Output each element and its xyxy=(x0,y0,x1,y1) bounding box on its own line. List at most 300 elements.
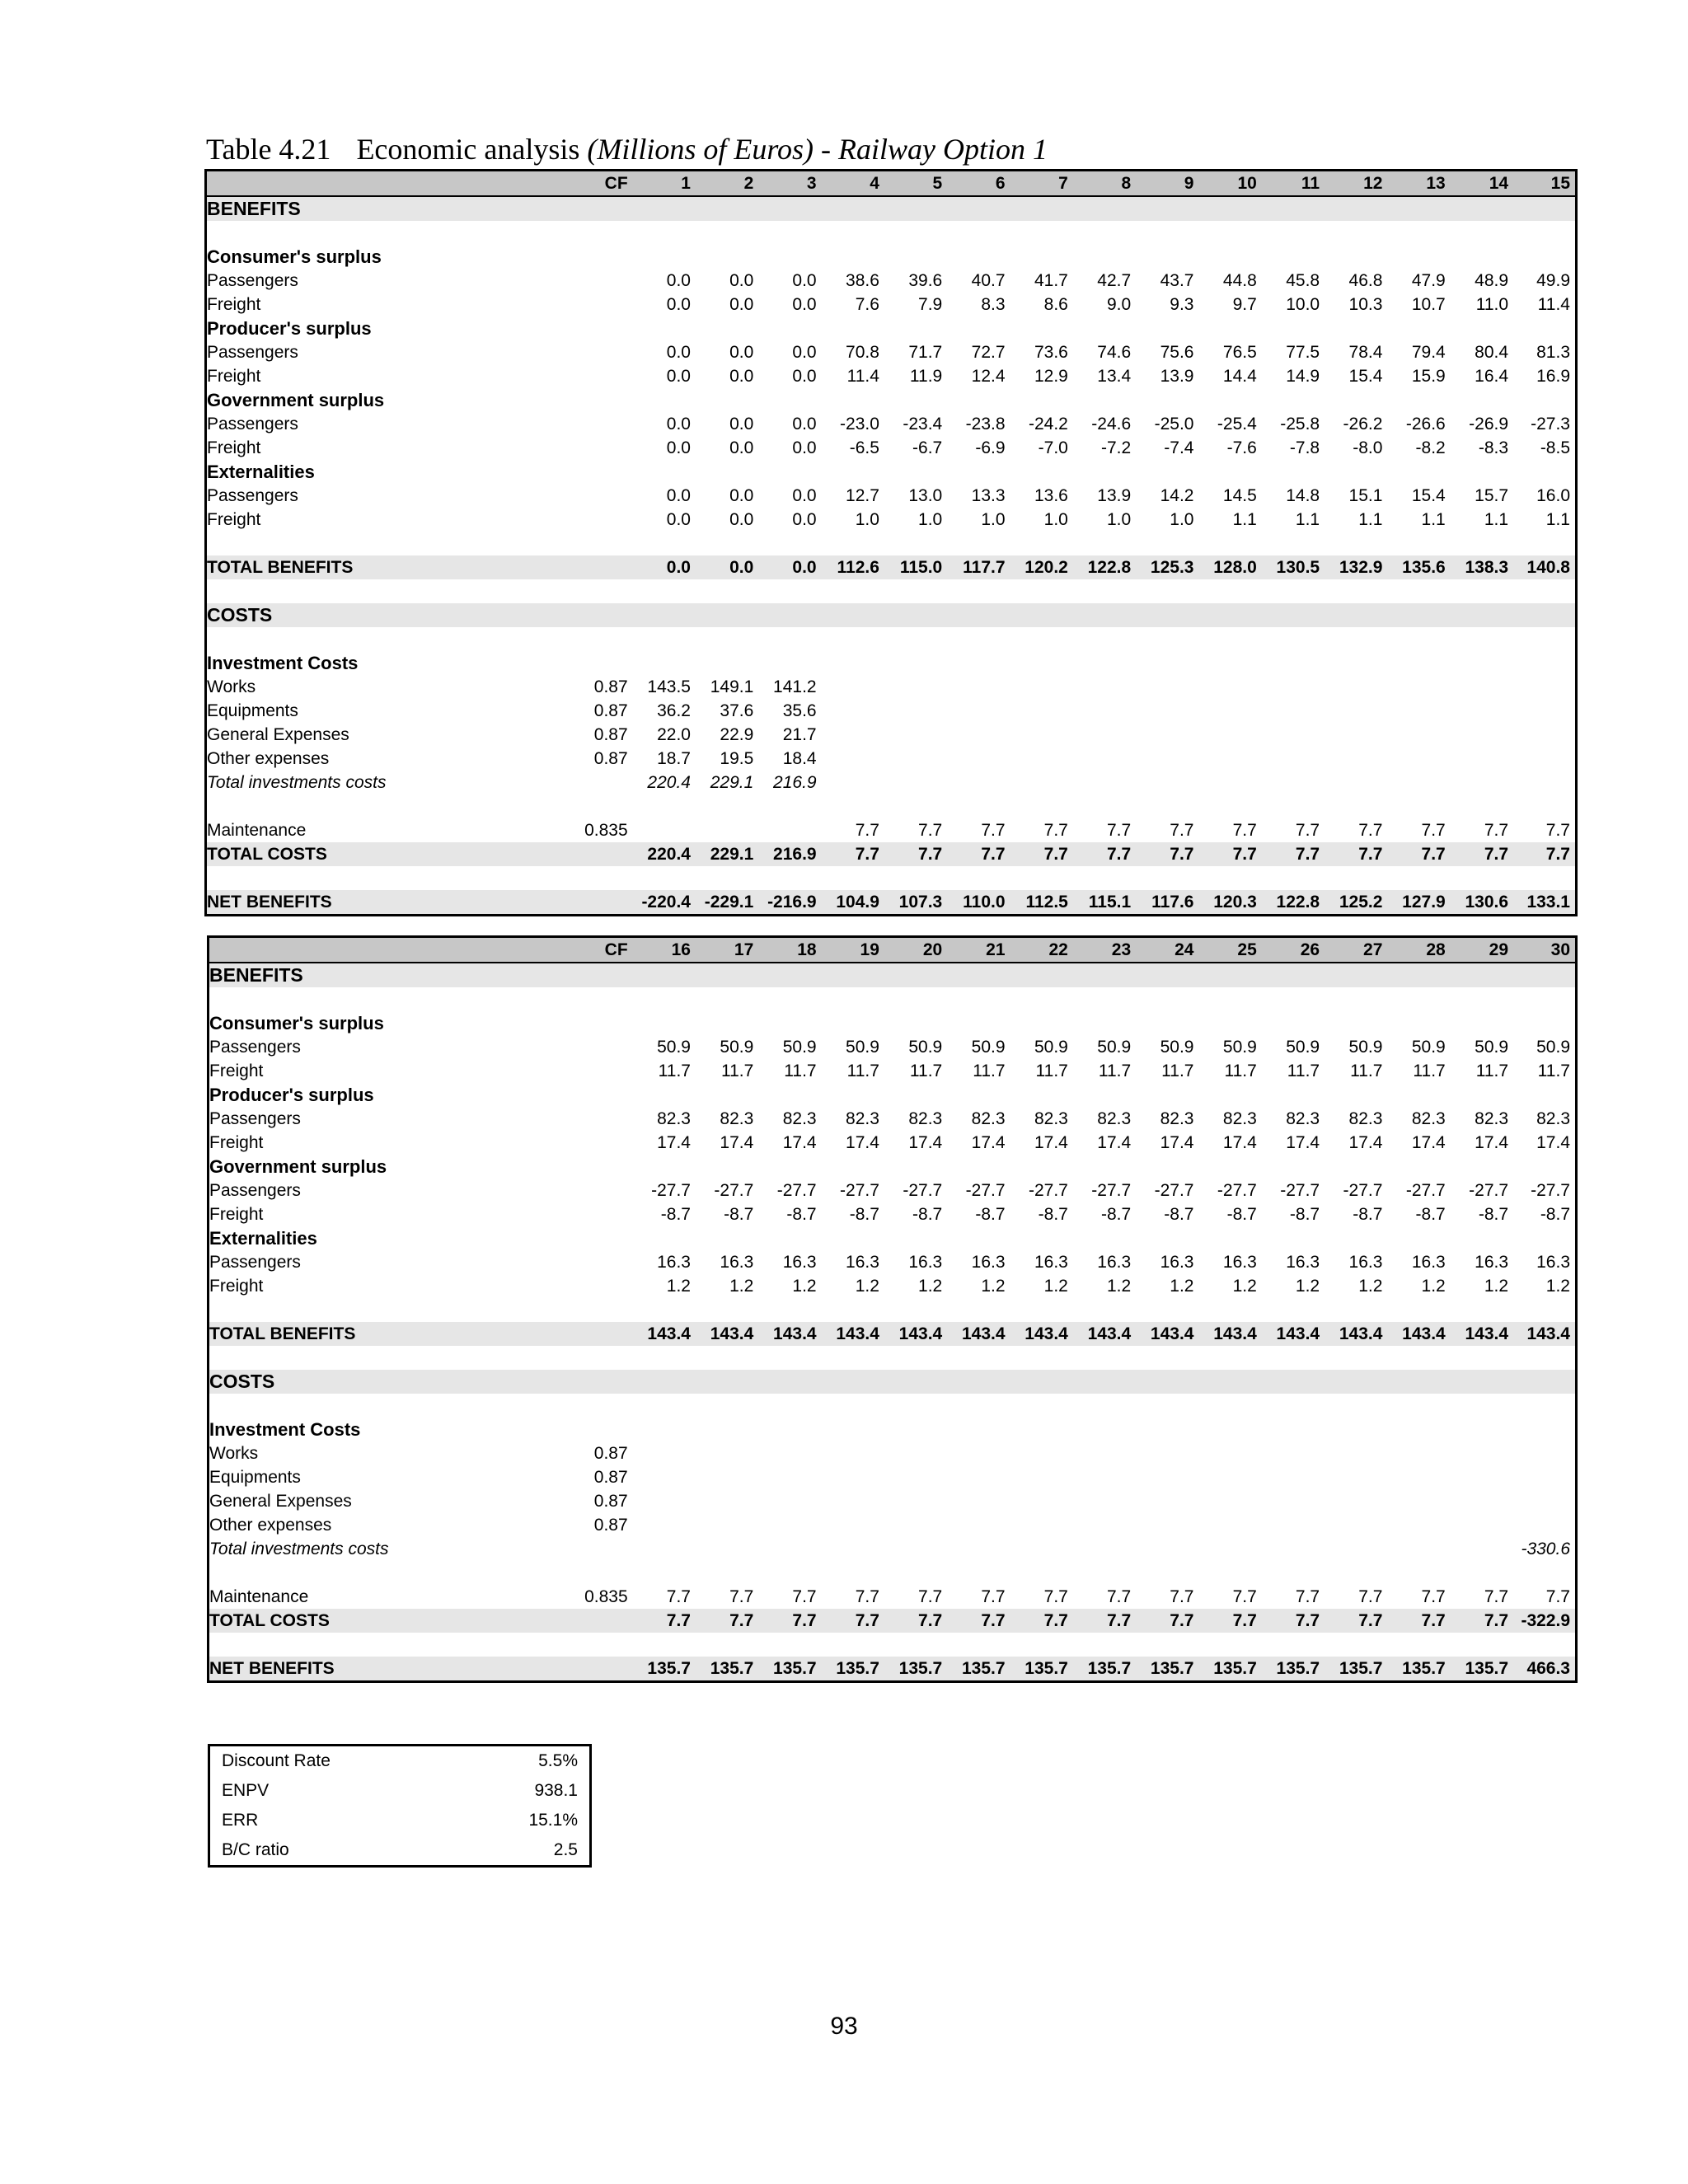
table-cell: 50.9 xyxy=(1348,1038,1383,1057)
row-label: Passengers xyxy=(209,1109,301,1128)
table-cell: 7.7 xyxy=(947,842,1010,866)
table-cell: 135.7 xyxy=(1451,1657,1513,1682)
table-cell: 9.3 xyxy=(1170,295,1194,314)
table-cell xyxy=(1136,627,1198,651)
table-cell xyxy=(1262,1370,1325,1394)
table-cell xyxy=(1010,987,1073,1011)
table-cell xyxy=(1010,579,1073,603)
table-cell xyxy=(758,460,821,484)
column-header: 18 xyxy=(758,937,821,963)
summary-label: ENPV xyxy=(222,1781,270,1800)
table-cell: 7.7 xyxy=(822,842,884,866)
summary-value: 15.1% xyxy=(528,1811,578,1830)
table-cell xyxy=(1010,723,1073,747)
table-cell: 16.3 xyxy=(1411,1253,1446,1272)
table-cell xyxy=(884,579,947,603)
table-cell xyxy=(1325,1561,1387,1585)
table-cell xyxy=(1136,1155,1198,1179)
table-cell xyxy=(1262,245,1325,269)
table-cell xyxy=(1010,1441,1073,1465)
table-cell xyxy=(758,794,821,818)
row-label: Freight xyxy=(209,1205,264,1224)
table-cell xyxy=(1198,963,1261,987)
table-cell: -26.6 xyxy=(1405,415,1446,434)
table-cell xyxy=(822,1441,884,1465)
table-cell: -27.7 xyxy=(840,1181,879,1200)
table-cell: -8.0 xyxy=(1353,438,1383,457)
table-cell xyxy=(947,1561,1010,1585)
table-cell xyxy=(947,866,1010,890)
table-cell xyxy=(758,1226,821,1250)
table-cell xyxy=(1387,963,1450,987)
column-header: 9 xyxy=(1136,171,1198,197)
table-cell xyxy=(758,1465,821,1489)
table-cell xyxy=(1262,1633,1325,1657)
table-cell xyxy=(947,1633,1010,1657)
table-cell: 466.3 xyxy=(1513,1657,1576,1682)
table-cell xyxy=(822,651,884,675)
table-row xyxy=(206,316,1577,340)
table-cell xyxy=(884,723,947,747)
row-label: Passengers xyxy=(207,415,298,434)
table-cell: 120.2 xyxy=(1010,555,1073,579)
table-cell xyxy=(633,1633,696,1657)
table-cell: -8.7 xyxy=(1226,1205,1257,1224)
table-cell: 15.4 xyxy=(1348,367,1383,386)
column-header: 11 xyxy=(1262,171,1325,197)
table-cell xyxy=(696,1226,758,1250)
table-cell xyxy=(1451,747,1513,771)
table-cell xyxy=(1136,866,1198,890)
table-cell: 1.0 xyxy=(1106,510,1132,529)
table-cell xyxy=(570,508,632,532)
table-cell xyxy=(947,1011,1010,1035)
table-cell: 143.4 xyxy=(1325,1322,1387,1346)
table-cell: 7.7 xyxy=(696,1609,758,1633)
table-cell xyxy=(696,1418,758,1441)
row-label xyxy=(206,221,570,245)
table-cell xyxy=(1136,675,1198,699)
row-label: COSTS xyxy=(206,603,570,627)
table-cell: 117.6 xyxy=(1136,890,1198,916)
table-cell xyxy=(1010,651,1073,675)
table-cell xyxy=(1513,221,1576,245)
table-cell xyxy=(822,532,884,555)
table-cell: 37.6 xyxy=(720,701,754,720)
table-cell: 7.7 xyxy=(981,1587,1006,1606)
table-cell xyxy=(1198,532,1261,555)
table-cell xyxy=(1262,1489,1325,1513)
table-cell xyxy=(1198,1011,1261,1035)
table-cell xyxy=(570,1179,632,1202)
table-cell xyxy=(947,316,1010,340)
table-cell xyxy=(1325,1011,1387,1035)
table-cell xyxy=(570,196,632,221)
table-cell xyxy=(633,1418,696,1441)
table-cell xyxy=(1136,196,1198,221)
table-cell: 18.4 xyxy=(782,749,817,768)
table-cell xyxy=(1262,1441,1325,1465)
row-label: Passengers xyxy=(209,1181,301,1200)
table-cell xyxy=(1073,723,1136,747)
table-row xyxy=(206,747,1577,771)
table-cell: 8.6 xyxy=(1043,295,1068,314)
table-cell xyxy=(570,651,632,675)
table-cell xyxy=(633,1370,696,1394)
table-cell: 0.0 xyxy=(792,343,817,362)
table-cell: 16.3 xyxy=(1475,1253,1509,1272)
table-cell: 7.7 xyxy=(1545,821,1570,840)
table-cell: 17.4 xyxy=(1160,1133,1194,1152)
table-cell: -8.7 xyxy=(912,1205,943,1224)
table-cell: 50.9 xyxy=(720,1038,754,1057)
table-cell: 50.9 xyxy=(1034,1038,1068,1057)
table-cell xyxy=(696,1370,758,1394)
table-cell: 0.0 xyxy=(666,486,691,505)
table-cell xyxy=(1325,196,1387,221)
table-cell xyxy=(947,963,1010,987)
table-cell xyxy=(947,579,1010,603)
table-row xyxy=(209,963,1577,987)
table-cell xyxy=(947,1513,1010,1537)
table-cell xyxy=(1262,1561,1325,1585)
table-cell: 7.7 xyxy=(855,1587,879,1606)
table-cell xyxy=(1387,579,1450,603)
table-row xyxy=(206,675,1577,699)
table-cell: 17.4 xyxy=(782,1133,817,1152)
table-cell xyxy=(1262,1537,1325,1561)
table-cell xyxy=(758,627,821,651)
table-cell xyxy=(1136,1465,1198,1489)
table-cell xyxy=(822,987,884,1011)
table-cell xyxy=(758,1418,821,1441)
table-cell xyxy=(947,1394,1010,1418)
table-cell xyxy=(1451,1226,1513,1250)
table-cell xyxy=(1513,1370,1576,1394)
table-cell: 16.3 xyxy=(846,1253,879,1272)
table-cell xyxy=(1136,1633,1198,1657)
table-cell: -8.7 xyxy=(724,1205,754,1224)
table-cell xyxy=(696,1441,758,1465)
table-cell xyxy=(1325,1465,1387,1489)
table-cell: 7.7 xyxy=(1295,821,1320,840)
row-label: Producer's surplus xyxy=(207,318,372,339)
table-cell xyxy=(1325,221,1387,245)
table-cell xyxy=(633,460,696,484)
table-cell xyxy=(570,1394,632,1418)
table-cell xyxy=(633,987,696,1011)
table-cell: -27.7 xyxy=(1091,1181,1132,1200)
table-cell: 130.5 xyxy=(1262,555,1325,579)
table-cell: 16.3 xyxy=(971,1253,1006,1272)
table-cell: 1.1 xyxy=(1421,510,1446,529)
table-row xyxy=(209,1441,1577,1465)
table-cell: 16.3 xyxy=(1536,1253,1570,1272)
table-cell xyxy=(1136,747,1198,771)
table-cell xyxy=(1010,1418,1073,1441)
table-cell: 17.4 xyxy=(1411,1133,1446,1152)
table-cell xyxy=(570,436,632,460)
row-label xyxy=(209,1394,570,1418)
table-cell: 78.4 xyxy=(1348,343,1383,362)
table-cell xyxy=(1451,627,1513,651)
table-cell xyxy=(570,963,632,987)
table-cell: 7.6 xyxy=(855,295,879,314)
table-cell: 7.7 xyxy=(1387,842,1450,866)
table-cell xyxy=(1073,532,1136,555)
table-cell xyxy=(1513,723,1576,747)
table-cell xyxy=(1325,794,1387,818)
table-cell xyxy=(1387,388,1450,412)
table-cell xyxy=(1451,723,1513,747)
table-cell xyxy=(947,388,1010,412)
table-cell xyxy=(1262,794,1325,818)
table-cell: -27.7 xyxy=(1028,1181,1068,1200)
table-cell: 143.5 xyxy=(647,677,691,696)
table-cell xyxy=(947,771,1010,794)
table-cell xyxy=(1198,603,1261,627)
row-label: TOTAL BENEFITS xyxy=(206,555,570,579)
table-cell: 135.6 xyxy=(1387,555,1450,579)
table-cell: 7.7 xyxy=(1358,1587,1383,1606)
table-cell xyxy=(1451,1083,1513,1107)
table-cell: 50.9 xyxy=(1222,1038,1257,1057)
table-cell xyxy=(822,747,884,771)
table-cell xyxy=(947,987,1010,1011)
table-cell xyxy=(696,818,758,842)
header-label-cell xyxy=(209,937,570,963)
table-row xyxy=(209,1059,1577,1083)
table-cell: 0.0 xyxy=(666,295,691,314)
table-cell xyxy=(1325,651,1387,675)
table-row xyxy=(209,1370,1577,1394)
table-cell xyxy=(1262,603,1325,627)
table-cell: -24.2 xyxy=(1028,415,1068,434)
table-cell: 1.0 xyxy=(981,510,1006,529)
table-cell xyxy=(1451,1418,1513,1441)
table-cell: 0.0 xyxy=(666,271,691,290)
column-header: 20 xyxy=(884,937,947,963)
table-cell: 0.0 xyxy=(792,271,817,290)
table-cell xyxy=(1136,1513,1198,1537)
table-cell xyxy=(884,460,947,484)
table-cell xyxy=(758,1346,821,1370)
table-cell xyxy=(633,1537,696,1561)
table-cell: 0.835 xyxy=(584,821,628,840)
table-cell xyxy=(1073,1561,1136,1585)
table-cell xyxy=(570,484,632,508)
table-cell: 1.2 xyxy=(1295,1277,1320,1296)
table-cell: 7.7 xyxy=(884,842,947,866)
table-cell xyxy=(1513,196,1576,221)
table-cell xyxy=(1513,1561,1576,1585)
table-cell xyxy=(570,388,632,412)
row-label: TOTAL COSTS xyxy=(209,1609,570,1633)
table-cell xyxy=(570,866,632,890)
table-cell xyxy=(1451,196,1513,221)
spacer-row xyxy=(209,1298,1577,1322)
table-cell xyxy=(1073,460,1136,484)
table-cell xyxy=(1010,699,1073,723)
table-cell xyxy=(570,1274,632,1298)
table-cell xyxy=(1513,651,1576,675)
row-label: Freight xyxy=(207,510,261,529)
table-cell xyxy=(696,388,758,412)
row-label: COSTS xyxy=(209,1370,570,1394)
table-cell xyxy=(1387,699,1450,723)
table-cell: 16.3 xyxy=(720,1253,754,1272)
table-cell xyxy=(1387,1561,1450,1585)
table-cell: -27.7 xyxy=(651,1181,691,1200)
table-cell xyxy=(1513,245,1576,269)
table-cell xyxy=(570,1035,632,1059)
table-cell: 82.3 xyxy=(657,1109,691,1128)
table-row xyxy=(209,1011,1577,1035)
table-cell xyxy=(570,532,632,555)
table-cell xyxy=(1010,196,1073,221)
table-cell: 7.7 xyxy=(1451,842,1513,866)
table-cell: 127.9 xyxy=(1387,890,1450,916)
table-cell xyxy=(1387,723,1450,747)
table-cell: 49.9 xyxy=(1536,271,1570,290)
table-cell: 80.4 xyxy=(1475,343,1509,362)
table-cell: 0.0 xyxy=(792,510,817,529)
row-label xyxy=(209,1633,570,1657)
table-cell: 1.0 xyxy=(918,510,943,529)
row-label xyxy=(209,987,570,1011)
column-header: 10 xyxy=(1198,171,1261,197)
row-label: BENEFITS xyxy=(206,196,570,221)
table-cell xyxy=(1198,627,1261,651)
table-cell xyxy=(758,388,821,412)
table-cell xyxy=(822,1394,884,1418)
table-cell: 82.3 xyxy=(1411,1109,1446,1128)
table-cell xyxy=(1073,771,1136,794)
table-cell xyxy=(884,987,947,1011)
table-cell xyxy=(1451,388,1513,412)
table-row xyxy=(209,1322,1577,1346)
table-cell: -7.8 xyxy=(1289,438,1320,457)
table-cell: 143.4 xyxy=(1451,1322,1513,1346)
table-cell: 7.7 xyxy=(947,1609,1010,1633)
table-cell: 16.3 xyxy=(1348,1253,1383,1272)
spacer-row xyxy=(206,532,1577,555)
table-cell xyxy=(570,1155,632,1179)
table-cell: 11.7 xyxy=(1035,1062,1068,1080)
table-cell xyxy=(758,651,821,675)
table-cell xyxy=(1451,771,1513,794)
table-cell xyxy=(570,1083,632,1107)
table-cell xyxy=(758,1537,821,1561)
table-cell: 1.2 xyxy=(729,1277,754,1296)
table-cell: 7.7 xyxy=(1106,1587,1132,1606)
table-cell: 11.9 xyxy=(909,367,943,386)
table-cell: 17.4 xyxy=(971,1133,1006,1152)
column-header: 4 xyxy=(822,171,884,197)
table-cell: 1.2 xyxy=(1421,1277,1446,1296)
table-cell: 128.0 xyxy=(1198,555,1261,579)
table-cell: 8.3 xyxy=(981,295,1006,314)
table-row xyxy=(209,1657,1577,1682)
table-cell xyxy=(1325,532,1387,555)
table-cell: 0.0 xyxy=(729,510,754,529)
table-cell: 1.2 xyxy=(1170,1277,1194,1296)
table-cell: 10.7 xyxy=(1411,295,1446,314)
table-cell: 7.7 xyxy=(1232,1587,1257,1606)
table-cell xyxy=(1010,1083,1073,1107)
table-cell xyxy=(1387,747,1450,771)
table-cell: 1.2 xyxy=(1106,1277,1132,1296)
table-row xyxy=(209,1489,1577,1513)
table-cell: 17.4 xyxy=(1222,1133,1257,1152)
table-cell xyxy=(884,1155,947,1179)
table-cell: 17.4 xyxy=(846,1133,879,1152)
table-cell xyxy=(947,747,1010,771)
table-cell xyxy=(570,1107,632,1131)
table-cell: 82.3 xyxy=(1097,1109,1132,1128)
table-cell xyxy=(570,1322,632,1346)
table-cell xyxy=(570,1657,632,1682)
table-cell xyxy=(758,987,821,1011)
table-cell xyxy=(633,196,696,221)
table-cell xyxy=(1513,532,1576,555)
table-cell: 143.4 xyxy=(1262,1322,1325,1346)
table-cell xyxy=(822,579,884,603)
table-cell xyxy=(1010,603,1073,627)
table-cell xyxy=(822,1011,884,1035)
table-cell xyxy=(884,1561,947,1585)
table-cell xyxy=(1136,1441,1198,1465)
table-row xyxy=(209,1465,1577,1489)
table-cell xyxy=(884,603,947,627)
row-label: Total investments costs xyxy=(209,1540,389,1558)
table-cell: -24.6 xyxy=(1091,415,1132,434)
table-cell xyxy=(1325,1489,1387,1513)
table-cell: 7.9 xyxy=(918,295,943,314)
table-cell: -7.4 xyxy=(1164,438,1194,457)
table-cell xyxy=(1010,866,1073,890)
table-cell: 16.3 xyxy=(657,1253,691,1272)
summary-label: ERR xyxy=(222,1811,259,1830)
table-cell: 135.7 xyxy=(1136,1657,1198,1682)
table-cell: 11.7 xyxy=(720,1062,754,1080)
table-cell xyxy=(1073,1346,1136,1370)
table-cell xyxy=(1073,1394,1136,1418)
table-cell: 1.2 xyxy=(1358,1277,1383,1296)
table-cell xyxy=(570,842,632,866)
table-cell xyxy=(1073,1011,1136,1035)
table-cell xyxy=(696,1633,758,1657)
table-cell xyxy=(1387,221,1450,245)
table-cell xyxy=(633,1513,696,1537)
table-cell xyxy=(1010,1394,1073,1418)
table-cell: -25.4 xyxy=(1217,415,1257,434)
table-cell: -27.7 xyxy=(1154,1181,1194,1200)
table-cell: 14.8 xyxy=(1286,486,1320,505)
summary-table xyxy=(208,1744,592,1868)
table-cell xyxy=(570,794,632,818)
table-cell xyxy=(1198,1155,1261,1179)
column-header: 21 xyxy=(947,937,1010,963)
table-cell: 138.3 xyxy=(1451,555,1513,579)
table-cell xyxy=(1325,1298,1387,1322)
table-cell xyxy=(1073,1226,1136,1250)
column-header: 29 xyxy=(1451,937,1513,963)
table-cell xyxy=(822,316,884,340)
table-cell xyxy=(1387,460,1450,484)
table-cell: 82.3 xyxy=(1475,1109,1509,1128)
table-cell: -25.0 xyxy=(1154,415,1194,434)
